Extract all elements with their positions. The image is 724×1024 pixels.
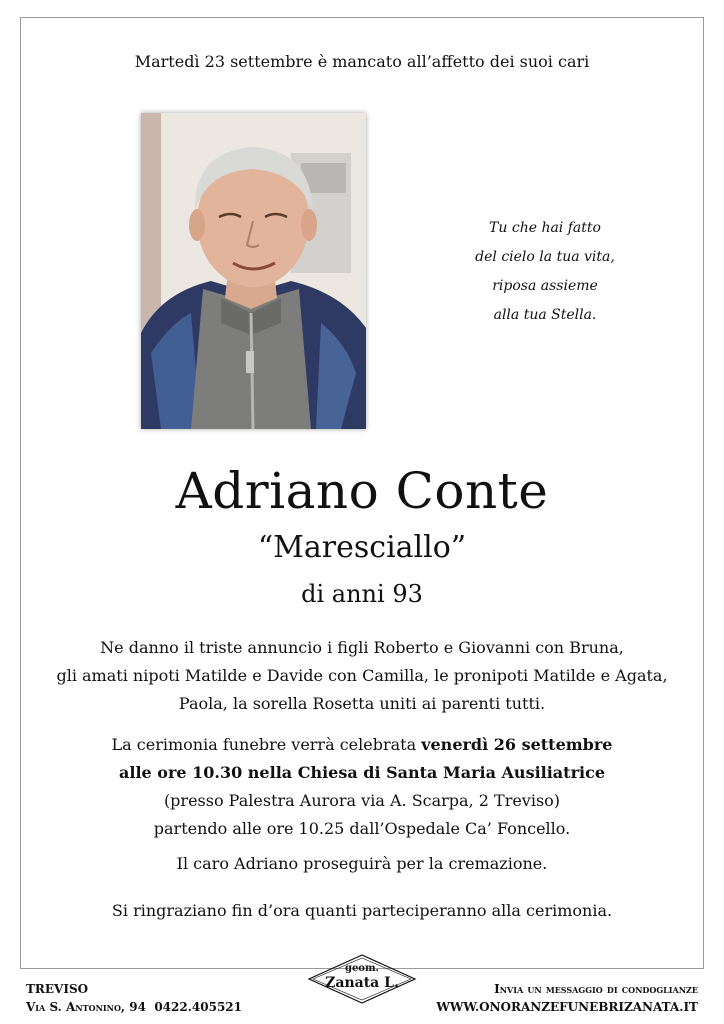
ceremony-departure: partendo alle ore 10.25 dall’Ospedale Ca’ Foncello. (153, 819, 571, 838)
portrait-photo (141, 113, 366, 429)
website-text: WWW.ONORANZEFUNEBRIZANATA.IT (436, 1000, 698, 1014)
verse-line: alla tua Stella. (493, 307, 597, 323)
footer-address: Via S. Antonino, 94 (26, 1000, 146, 1014)
announcement-line: Paola, la sorella Rosetta uniti ai parenti tutti. (178, 694, 546, 713)
logo-name: Zanata L. (325, 975, 399, 991)
deceased-nickname: “Maresciallo” (257, 530, 467, 565)
funeral-home-logo (307, 953, 417, 1005)
website-link[interactable] (436, 998, 698, 1016)
deceased-age: di anni 93 (301, 580, 423, 608)
ceremony-date: venerdì 26 settembre (421, 735, 613, 754)
logo-prefix: geom. (344, 963, 380, 974)
deceased-name: Adriano Conte (175, 462, 549, 520)
footer-address-line (26, 998, 242, 1016)
cremation-text: Il caro Adriano proseguirà per la cremazione. (176, 854, 548, 873)
thanks-note (0, 897, 724, 925)
verse-line: riposa assieme (492, 278, 598, 294)
footer-phone: 0422.405521 (154, 1000, 243, 1014)
verse-line: Tu che hai fatto (489, 220, 601, 236)
cremation-note (0, 850, 724, 878)
announcement-line: Ne danno il triste annuncio i figli Roberto e Giovanni con Bruna, (100, 638, 624, 657)
verse-line: del cielo la tua vita, (475, 249, 615, 265)
condolence-info (436, 980, 698, 1016)
death-announcement-intro: Martedì 23 settembre è mancato all’affetto dei suoi cari (134, 52, 590, 71)
verse-poem (460, 214, 630, 330)
footer-city: TREVISO (26, 982, 89, 996)
announcement-line: gli amati nipoti Matilde e Davide con Camilla, le pronipoti Matilde e Agata, (56, 666, 668, 685)
ceremony-line-2 (0, 759, 724, 787)
ceremony-intro: La cerimonia funebre verrà celebrata (111, 735, 422, 754)
ceremony-details (0, 731, 724, 843)
thanks-text: Si ringraziano fin d’ora quanti parteciperanno alla cerimonia. (111, 901, 613, 920)
ceremony-time-place: alle ore 10.30 nella Chiesa di Santa Maria Ausiliatrice (119, 763, 605, 782)
ceremony-line-1 (0, 731, 724, 759)
funeral-home-address (26, 980, 242, 1016)
family-announcement (0, 634, 724, 718)
ceremony-location-note: (presso Palestra Aurora via A. Scarpa, 2 Treviso) (163, 791, 561, 810)
condolence-message-label: Invia un messaggio di condoglianze (494, 982, 698, 996)
